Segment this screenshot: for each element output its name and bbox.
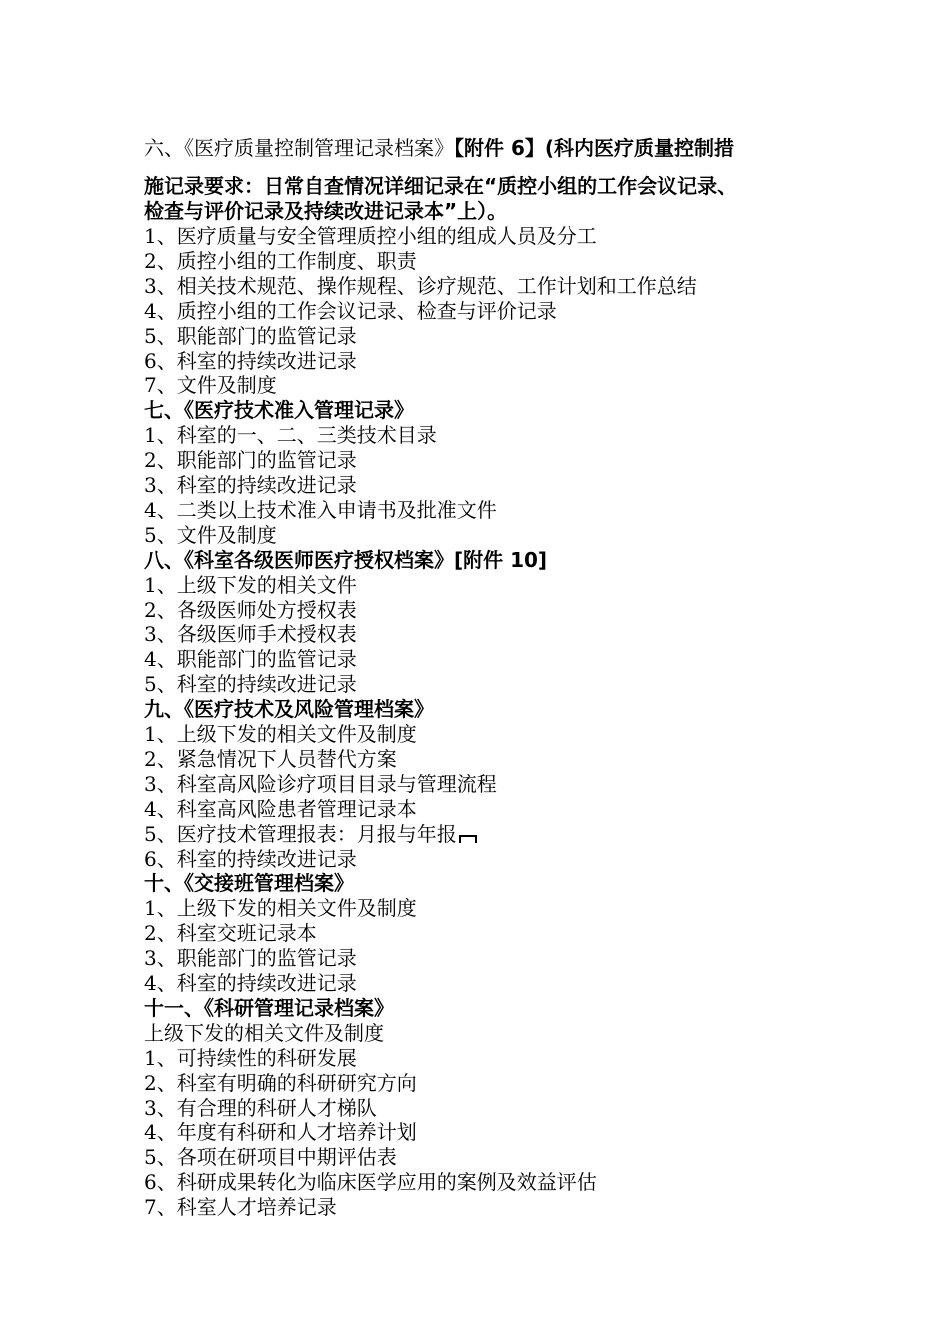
line-text: 八、《科室各级医师医疗授权档案》[附件 10] bbox=[144, 547, 548, 572]
bracket-mark-icon bbox=[459, 835, 477, 843]
line-text: 1、科室的一、二、三类技术目录 bbox=[144, 423, 437, 448]
list-item bbox=[144, 1071, 417, 1096]
list-item bbox=[144, 274, 697, 299]
line-text: 十一、《科研管理记录档案》 bbox=[144, 995, 394, 1020]
line-text: 3、各级医师手术授权表 bbox=[144, 622, 357, 647]
section-heading bbox=[144, 996, 394, 1021]
list-item bbox=[144, 847, 357, 872]
list-item bbox=[144, 1170, 597, 1195]
line-text: 4、年度有科研和人才培养计划 bbox=[144, 1120, 417, 1145]
line-text: 4、质控小组的工作会议记录、检查与评价记录 bbox=[144, 298, 557, 323]
list-item bbox=[144, 722, 417, 747]
section-heading bbox=[144, 697, 434, 722]
line-text: 7、科室人才培养记录 bbox=[144, 1195, 337, 1220]
line-text: 5、职能部门的监管记录 bbox=[144, 323, 357, 348]
line-text: 4、二类以上技术准入申请书及批准文件 bbox=[144, 497, 497, 522]
line-text: 6、科室的持续改进记录 bbox=[144, 846, 357, 871]
list-item bbox=[144, 423, 437, 448]
list-item bbox=[144, 1096, 377, 1121]
list-item bbox=[144, 324, 357, 349]
line-text: 2、质控小组的工作制度、职责 bbox=[144, 248, 417, 273]
line-text: 4、科室的持续改进记录 bbox=[144, 971, 357, 995]
line-text: 2、科室交班记录本 bbox=[144, 921, 317, 946]
line-text: 2、科室有明确的科研研究方向 bbox=[144, 1070, 417, 1095]
line-text: 2、紧急情况下人员替代方案 bbox=[144, 746, 397, 771]
line-text: 5、医疗技术管理报表：月报与年报 bbox=[144, 821, 457, 846]
list-item bbox=[144, 224, 597, 249]
list-item bbox=[144, 772, 497, 797]
intro-line-2: 施记录要求：日常自查情况详细记录在“质控小组的工作会议记录、 bbox=[144, 174, 738, 198]
list-item bbox=[144, 672, 357, 697]
list-item bbox=[144, 523, 277, 548]
line-text: 2、各级医师处方授权表 bbox=[144, 597, 357, 622]
list-item bbox=[144, 1120, 417, 1145]
line-text: 1、上级下发的相关文件 bbox=[144, 572, 357, 597]
line-text: 2、职能部门的监管记录 bbox=[144, 448, 357, 473]
line-text: 九、《医疗技术及风险管理档案》 bbox=[144, 697, 434, 722]
section-heading bbox=[144, 548, 547, 573]
list-item bbox=[144, 1046, 357, 1071]
list-item bbox=[144, 349, 357, 374]
line-text: 3、职能部门的监管记录 bbox=[144, 946, 357, 971]
section-heading bbox=[144, 871, 354, 896]
list-item bbox=[144, 1145, 397, 1170]
line-text: 5、各项在研项目中期评估表 bbox=[144, 1145, 397, 1170]
list-item bbox=[144, 373, 277, 398]
list-item bbox=[144, 573, 357, 598]
line-text: 1、医疗质量与安全管理质控小组的组成人员及分工 bbox=[144, 224, 597, 248]
line-text: 1、可持续性的科研发展 bbox=[144, 1045, 357, 1070]
line-text: 6、科研成果转化为临床医学应用的案例及效益评估 bbox=[144, 1170, 597, 1195]
list-item bbox=[144, 822, 477, 847]
line-text: 3、有合理的科研人才梯队 bbox=[144, 1095, 377, 1120]
line-text: 1、上级下发的相关文件及制度 bbox=[144, 896, 417, 921]
list-item bbox=[144, 647, 357, 672]
list-item bbox=[144, 299, 557, 324]
list-item bbox=[144, 971, 357, 996]
list-item bbox=[144, 249, 417, 274]
line-text: 6、科室的持续改进记录 bbox=[144, 348, 357, 373]
section-heading bbox=[144, 398, 414, 423]
line-text: 4、科室高风险患者管理记录本 bbox=[144, 796, 417, 821]
line-text: 上级下发的相关文件及制度 bbox=[144, 1020, 384, 1045]
line-text: 3、科室的持续改进记录 bbox=[144, 473, 357, 497]
list-item bbox=[144, 598, 357, 623]
intro-line-3: 检查与评价记录及持续改进记录本”上）。 bbox=[144, 199, 508, 223]
list-item bbox=[144, 896, 417, 921]
attachment-label: 【附件 6】 bbox=[454, 136, 545, 160]
list-item bbox=[144, 622, 357, 647]
line-text: 5、科室的持续改进记录 bbox=[144, 672, 357, 697]
list-item bbox=[144, 946, 357, 971]
list-item bbox=[144, 473, 357, 498]
list-item bbox=[144, 498, 497, 523]
line-text: 4、职能部门的监管记录 bbox=[144, 647, 357, 672]
line-text: 3、相关技术规范、操作规程、诊疗规范、工作计划和工作总结 bbox=[144, 273, 697, 298]
list-item bbox=[144, 797, 417, 822]
list-item bbox=[144, 921, 317, 946]
list-item bbox=[144, 1195, 337, 1220]
list-item bbox=[144, 747, 397, 772]
intro-line-1 bbox=[144, 136, 734, 161]
intro-heading: 六、《医疗质量控制管理记录档案》 bbox=[144, 136, 454, 160]
list-item bbox=[144, 1021, 384, 1046]
line-text: 七、《医疗技术准入管理记录》 bbox=[144, 398, 414, 423]
line-text: 5、文件及制度 bbox=[144, 522, 277, 547]
list-item bbox=[144, 448, 357, 473]
line-text: 3、科室高风险诊疗项目目录与管理流程 bbox=[144, 771, 497, 796]
line-text: 7、文件及制度 bbox=[144, 373, 277, 398]
intro-note-start: (科内医疗质量控制措 bbox=[544, 136, 735, 160]
line-text: 十、《交接班管理档案》 bbox=[144, 871, 354, 896]
line-text: 1、上级下发的相关文件及制度 bbox=[144, 722, 417, 746]
